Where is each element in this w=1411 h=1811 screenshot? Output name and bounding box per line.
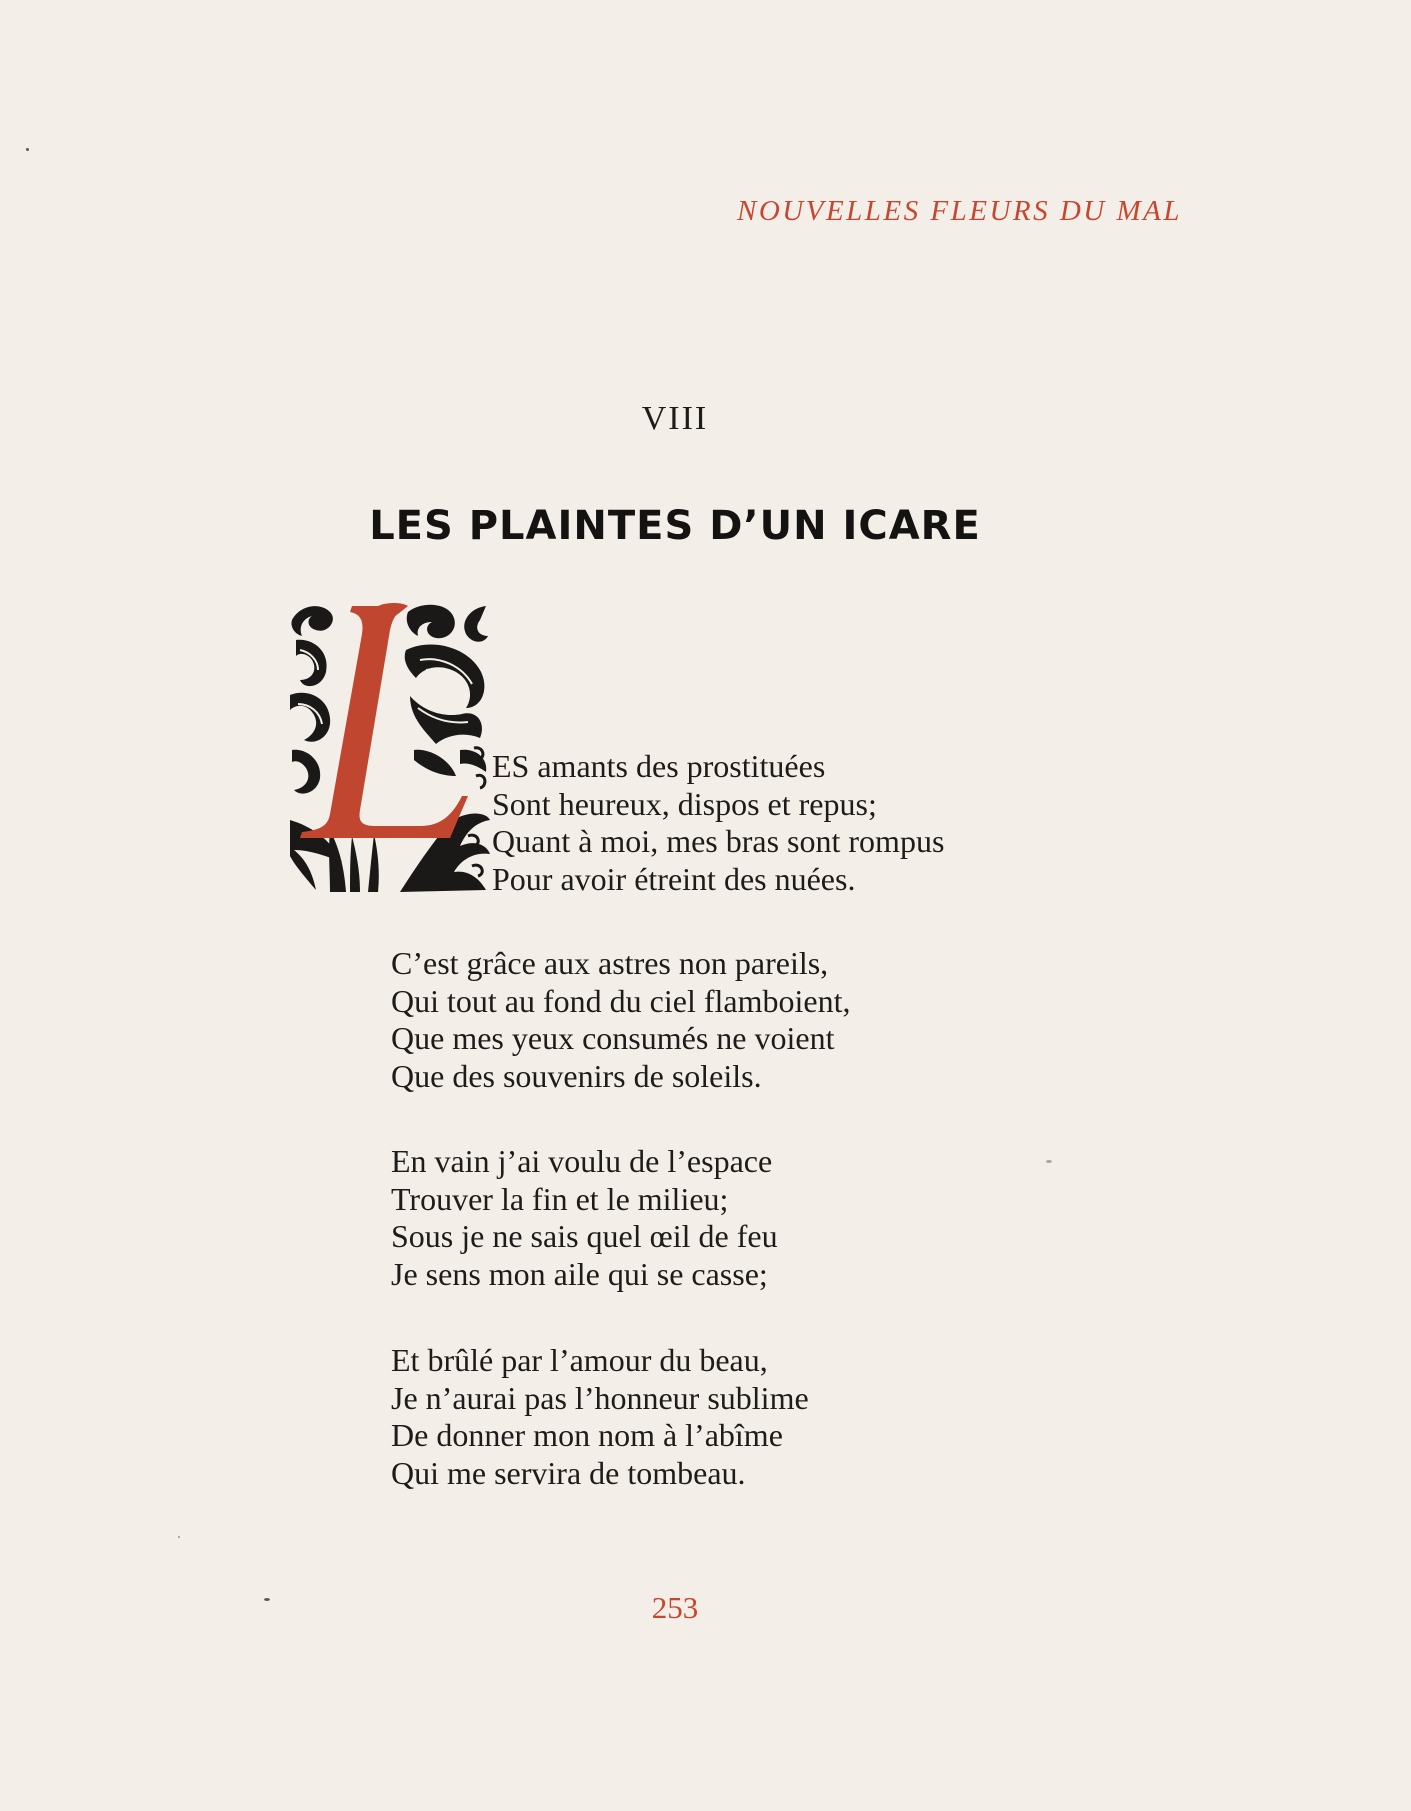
verse-line: En vain j’ai voulu de l’espace (391, 1143, 773, 1179)
paper-speck (1046, 1160, 1052, 1163)
stanza-2 (391, 945, 850, 1095)
verse-line: Quant à moi, mes bras sont rompus (492, 823, 945, 859)
verse-line: Et brûlé par l’amour du beau, (391, 1342, 768, 1378)
paper-speck (26, 148, 29, 151)
stanza-4 (391, 1342, 809, 1492)
verse-line: Sous je ne sais quel œil de feu (391, 1218, 778, 1254)
verse-line: De donner mon nom à l’abîme (391, 1417, 783, 1453)
paper-speck (178, 1536, 180, 1538)
ornamental-initial-icon (290, 600, 490, 895)
verse-line: ES amants des prostituées (492, 748, 826, 784)
verse-line: Sont heureux, dispos et repus; (492, 785, 877, 822)
verse-line: Qui me servira de tombeau. (391, 1454, 746, 1491)
poem-title: LES PLAINTES D’UN ICARE (369, 503, 981, 549)
foliage-ornament-icon (290, 600, 490, 895)
verse-line: Je n’aurai pas l’honneur sublime (391, 1379, 809, 1416)
verse-line: Que des souvenirs de soleils. (391, 1057, 762, 1094)
running-header: NOUVELLES FLEURS DU MAL (737, 195, 1182, 227)
stanza-1 (492, 748, 944, 898)
page-number: 253 (651, 1590, 699, 1625)
verse-line: C’est grâce aux astres non pareils, (391, 945, 829, 981)
verse-line: Que mes yeux consumés ne voient (391, 1020, 835, 1056)
poem-number: VIII (641, 400, 709, 437)
verse-line: Je sens mon aile qui se casse; (391, 1255, 768, 1292)
verse-line: Pour avoir étreint des nuées. (492, 860, 856, 897)
verse-line: Trouver la fin et le milieu; (391, 1180, 729, 1217)
stanza-3 (391, 1143, 778, 1293)
paper-speck (264, 1598, 270, 1601)
verse-line: Qui tout au fond du ciel flamboient, (391, 982, 851, 1019)
